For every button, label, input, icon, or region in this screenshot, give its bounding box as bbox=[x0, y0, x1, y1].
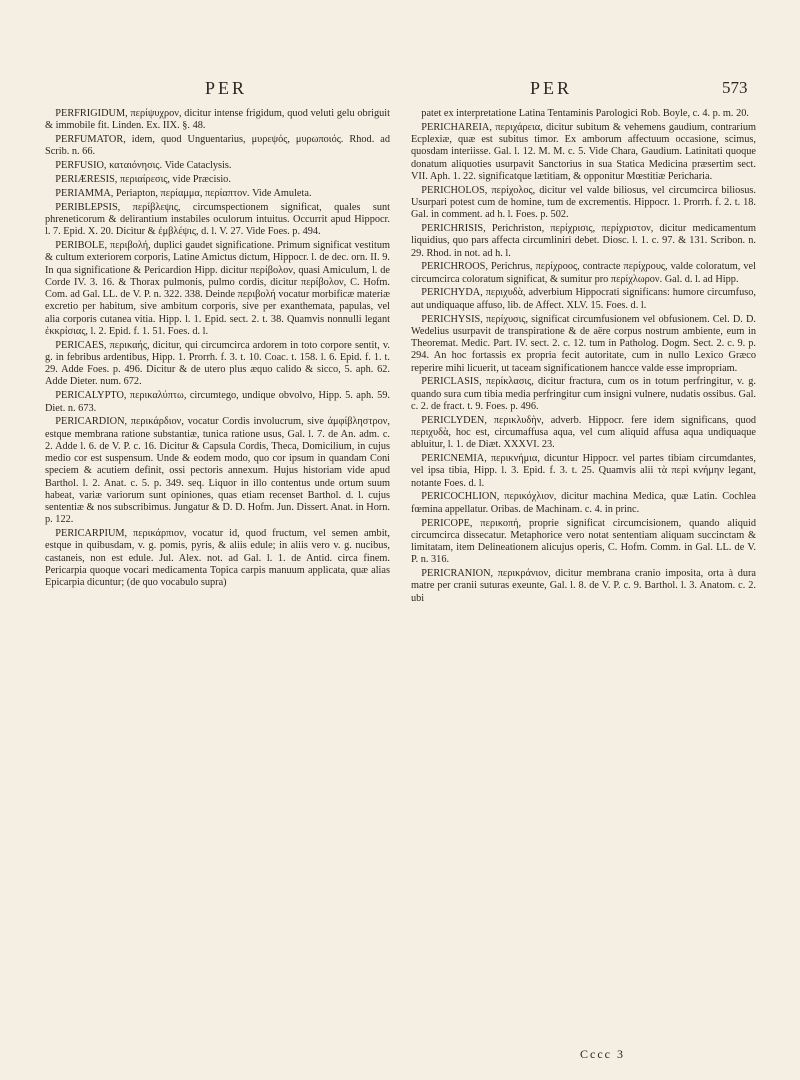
dictionary-entry: PERICOCHLION, περικόχλιον, dicitur machina Medica, quæ Latin. Cochlea fœmina appellatur. Oribas. de Machinam. c. 4. in princ. bbox=[411, 491, 756, 515]
dictionary-entry: PERICHYDA, περιχυδὰ, adverbium Hippocrati significans: humore circumfuso, aut undiquaque affuso, lib. de Affect. XLV. 15. Foes. d. l. bbox=[411, 287, 756, 311]
page-number: 573 bbox=[722, 78, 748, 97]
printer-signature: Cccc 3 bbox=[580, 1047, 625, 1061]
dictionary-entry: PERICHROOS, Perichrus, περίχροος, contracte περίχρους, valde coloratum, vel circumcirca coloratum significat, & sumitur pro περίχλωρον. Gal. d. l. ad Hipp. bbox=[411, 261, 756, 285]
dictionary-entry: PERICHOLOS, περίχολος, dicitur vel valde biliosus, vel circumcirca biliosus. Usurpari potest cum de homine, tum de excrementis. Hippocr. 1. Prorrh. f. 2. t. 18. Gal. in comment. ad h. l. Foes. p. 502. bbox=[411, 184, 756, 221]
dictionary-entry: PERICHYSIS, περίχυσις, significat circumfusionem vel obfusionem. Cel. D. D. Wedelius usurpavit de transpiratione & de aëre corpus nostrum ambiente, eum in Theoremat. Medic. Part. IV. sect. 2. c. 12. tum in Patholog. Dogm. Sect. 2. c. 9. p. 294. An hoc fortassis ex propria fecit autoritate, cum in nullo Lexico Græco reperire mihi licuerit, ut taceam significationem hancce valde esse impropriam. bbox=[411, 313, 756, 374]
dictionary-entry: PERICRANION, περικράνιον, dicitur membrana cranio imposita, orta à dura matre per cranii suturas exeunte, Gal. l. 8. de V. P. c. 9. Barthol. l. 3. Anatom. c. 2. ubi bbox=[411, 568, 756, 604]
dictionary-entry: PERICLYDEN, περικλυδὴν, adverb. Hippocr. fere idem significans, quod περιχυδὰ, hoc est, circumaffusa aqua, vel cum aliquid affusa aqua undiquaque abluitur, l. 1. de Diæt. XXXVI. 23. bbox=[411, 414, 756, 451]
dictionary-entry: PERFUSIO, καταιόνησις. Vide Cataclysis. bbox=[55, 160, 232, 172]
dictionary-entry: PERIAMMA, Periapton, περίαμμα, περίαπτον. Vide Amuleta. bbox=[55, 187, 312, 199]
dictionary-entry: PERICHAREIA, περιχάρεια, dicitur subitum & vehemens gaudium, contrarium Ecplexiæ, quæ est subitus timor. Ex amborum affectuum occasione, scimus, quosdam interiisse. Gal. l. 12. M. M. c. 5. Vide Chara, Gaudium. Latinitati quoque donatum aliquoties usurpavit Sanctorius in sua Statica Medicina præsertim sect. VII. Aph. 1. 22. significatque lætitiam, & opponitur Mœstitiæ Pericharia. bbox=[411, 121, 756, 182]
right-column bbox=[411, 108, 756, 606]
dictionary-entry: PERFRIGIDUM, περίψυχρον, dicitur intense frigidum, quod veluti gelu obriguit & immobile fit. Linden. Ex. IIX. §. 48. bbox=[45, 108, 390, 132]
dictionary-entry: PERICARPIUM, περικάρπιον, vocatur id, quod fructum, vel semen ambit, estque in quibusdam, v. g. pomis, pyris, & aliis edule; in aliis vero v. g. nucibus, castaneis, non est edule. Jul. Alex. not. ad Gal. l. 1. de Antid. circa finem. Pericarpia quoque vocari medicamenta Topica carpis manuum applicata, quæ alias Epicarpia dicuntur; (de quo vocabulo supra) bbox=[45, 528, 390, 589]
dictionary-entry: PERIÆRESIS, περιαίρεσις, vide Præcisio. bbox=[55, 174, 231, 186]
dictionary-entry: PERICALYPTO, περικαλύπτω, circumtego, undique obvolvo, Hipp. 5. aph. 59. Diet. n. 673. bbox=[45, 390, 390, 414]
running-head-left: PER bbox=[205, 78, 248, 98]
dictionary-entry: PERICAES, περικαής, dicitur, qui circumcirca ardorem in toto corpore sentit, v. g. in febribus ardentibus, Hipp. 1. Prorrh. f. 3. t. 10. Coac. t. 158. l. 6. Epid. f. 1. t. 29. Adde Foes. p. 496. Dicitur & de utero plus æquo calido & sicco, 5. aph. 62. Adde Dieter. num. 672. bbox=[45, 339, 390, 388]
dictionary-entry: PERIBOLE, περιβολή, duplici gaudet significatione. Primum significat vestitum & cultum exteriorem corporis, Latine Amictus dictum, Hippocr. l. de dec. orn. II. 9. In qua significatione & Pericardion Hipp. dicitur περίβολον, quasi Amiculum, l. de Corde IV. 3. 16. & Thorax pulmonis, pulmo cordis, dicitur περίβολον, C. Hofm. Com. ad Gal. LL. de V. P. n. 322. 338. Deinde περιβολή vocatur morbificæ materiæ excretio per habitum, sive ambitum corporis, sive per exanthemata, papulas, vel alia corporis cutanea vitia. Hipp. l. 1. Epid. sect. 2. t. 38. Quamvis nonnulli legant ἐκκρίσιας, l. 2. Epid. f. 1. 51. Foes. d. l. bbox=[45, 240, 390, 337]
left-column bbox=[45, 108, 390, 591]
dictionary-entry: PERFUMATOR, idem, quod Unguentarius, μυρεψός, μυρωποιός. Rhod. ad Scrib. n. 66. bbox=[45, 134, 390, 158]
dictionary-entry: PERICOPE, περικοπή, proprie significat circumcisionem, quando aliquid circumcirca dissecatur. Metaphorice vero notat sententiam aliquam succinctam & limitatam, item Delineationem alicujus operis, C. Hofm. Comm. in Gal. LL. de V. P. n. 316. bbox=[411, 517, 756, 566]
dictionary-entry: PERIBLEPSIS, περίβλεψις, circumspectionem significat, quales sunt phreneticorum & delirantium instabiles oculorum intuitus. Occurrit apud Hippocr. l. 7. Epid. X. 20. Dicitur & ἐμβλέψις, d. l. V. 27. Vide Foes. p. 494. bbox=[45, 201, 390, 238]
dictionary-entry: PERICLASIS, περίκλασις, dicitur fractura, cum os in totum perfringitur, v. g. quando sura cum tibia media perfringitur cum insigni vulnere, nudatis ossibus. Gal. c. 2. de fract. t. 9. Foes. p. 496. bbox=[411, 376, 756, 412]
dictionary-entry: PERICNEMIA, περικνήμια, dicuntur Hippocr. vel partes tibiam circumdantes, vel ipsa tibia, Hipp. l. 3. Epid. f. 3. t. 25. Quamvis alii τὰ περὶ κνήμην legant, notante Foes. d. l. bbox=[411, 453, 756, 489]
dictionary-entry: PERICARDION, περικάρδιον, vocatur Cordis involucrum, sive ἀμφίβληστρον, estque membrana ratione substantiæ, tunica ratione usus, Gal. l. 7. de An. adm. c. 2. Adde l. 6. de V. P. c. 16. Dicitur & Capsula Cordis, Theca, Domicilium, in cujus medio cor est suspensum. Unde & eodem modo, quo cor ipsum in quandam Coni speciem & acutiem definit, ossi pectoris annexum. Hujus historiam vide apud Barthol. l. 2. Anat. c. 5. p. 349. seq. Liquor in illo contentus unde ortum suum habeat, variæ variorum sunt opiniones, quas etiam recenset Barthol. d. l. cujus sententiæ & nos subscribimus. Jungatur & D. D. Hofm. Jun. Dissert. Anat. in Horn. p. 122. bbox=[45, 416, 390, 526]
dictionary-entry: PERICHRISIS, Perichriston, περίχρισις, περίχριστον, dicitur medicamentum liquidius, quo pars affecta circumliniri debet. Diosc. l. 1. c. 97. & 131. Scribon. n. 29. Rhod. in not. ad h. l. bbox=[411, 223, 756, 259]
page-header bbox=[0, 78, 800, 102]
running-head-right: PER bbox=[530, 78, 573, 98]
dictionary-entry: patet ex interpretatione Latina Tentaminis Parologici Rob. Boyle, c. 4. p. m. 20. bbox=[421, 108, 749, 119]
